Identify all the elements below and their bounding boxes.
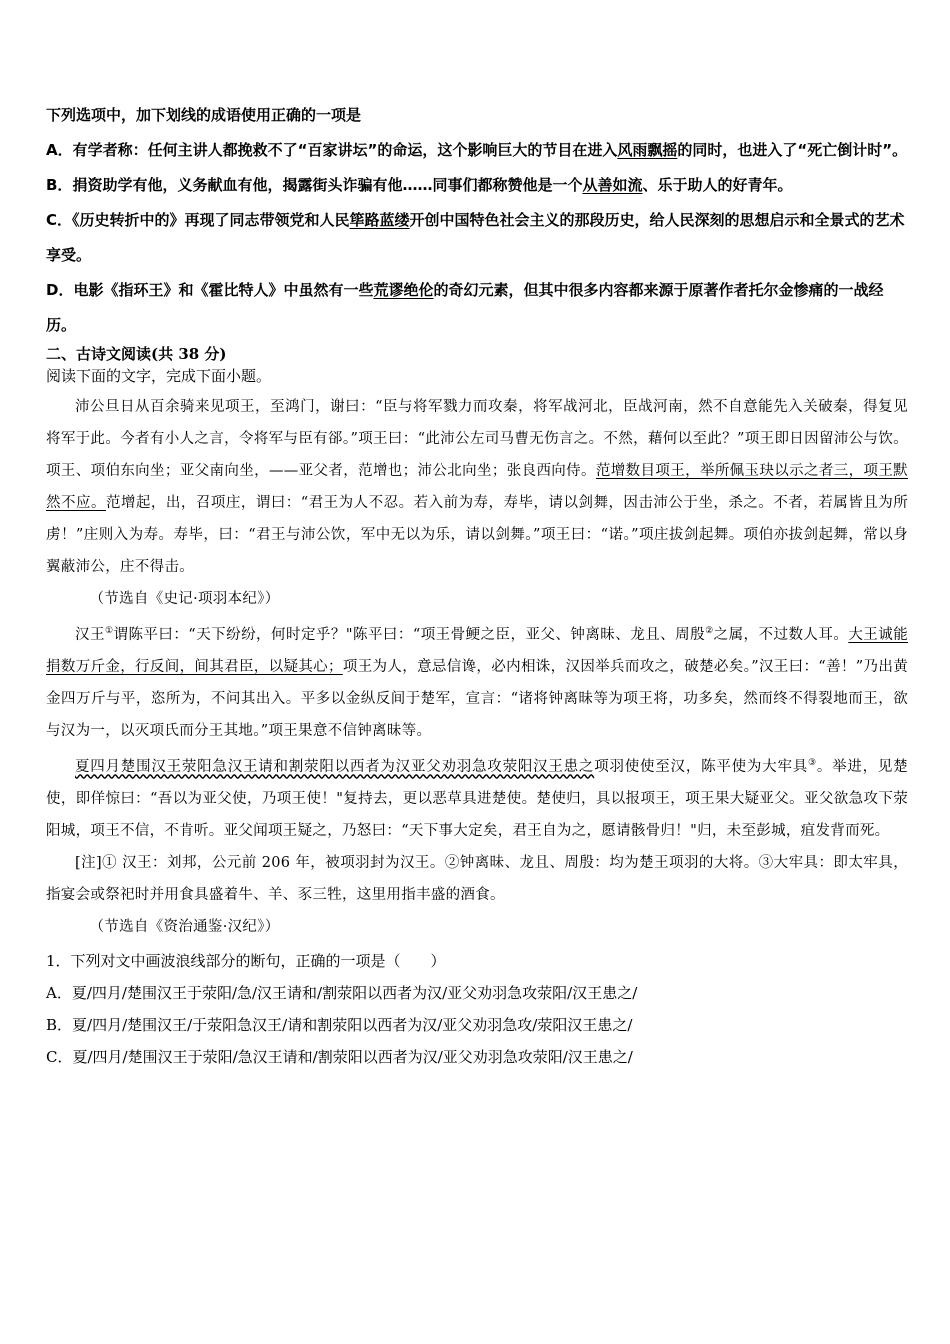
footnote-marker: ② <box>705 626 714 636</box>
footnote-marker: ③ <box>808 757 817 768</box>
wavy-underlined-sentence: 夏四月楚围汉王荥阳急汉王请和割荥阳以西者为汉亚父劝羽急攻荥阳汉王患之 <box>75 758 595 775</box>
section-title: 二、古诗文阅读(共 38 分) <box>46 345 227 363</box>
option-c: C．《历史转折中的》再现了同志带领党和人民筚路蓝缕开创中国特色社会主义的那段历史，给人民深刻的思想启示和全景式的艺术享受。 <box>46 211 905 264</box>
question-1 <box>46 98 908 343</box>
sub-question-stem: 1．下列对文中画波浪线部分的断句，正确的一项是（ ） <box>46 951 446 970</box>
sub-question-1 <box>46 945 908 1073</box>
passage-2 <box>46 615 908 943</box>
passage-2-paragraph-1: 汉王①谓陈平曰：“天下纷纷，何时定乎？"陈平曰：“项王骨鲠之臣，亚父、钟离昧、龙且、周殷②之属，不过数人耳。大王诚能捐数万斤金，行反间，间其君臣，以疑其心；项王为人，意忌信谗，必内相诛，汉因举兵而攻之，破楚必矣。”汉王曰：“善！”乃出黄金四万斤与平，恣所为，不问其出入。平多以金纵反间于楚军，宣言：“诸将钟离昧等为项王将，功多矣，然而终不得裂地而王，欲与汉为一，以灭项氏而分王其地。”项王果意不信钟离昧等。 <box>46 626 909 739</box>
underlined-sentence: 大王诚能捐数万斤金，行反间，间其君臣，以疑其心； <box>46 626 909 675</box>
underlined-sentence: 范增数目项王，举所佩玉玦以示之者三，项王默然不应。 <box>46 463 908 511</box>
sub-question-option-b: B．夏/四月/楚围汉王/于荥阳急汉王/请和割荥阳以西者为汉/亚父劝羽急攻/荥阳汉王患之/ <box>46 1015 633 1034</box>
passage-2-note: [注]① 汉王：刘邦，公元前 206 年，被项羽封为汉王。②钟离昧、龙且、周殷：均为楚王项羽的大将。③大牢具：即太牢具，指宴会或祭祀时并用食具盛着牛、羊、豕三牲，这里用指丰盛的酒食。 <box>46 854 908 903</box>
document-page <box>46 98 908 1073</box>
passage-2-paragraph-2: 夏四月楚围汉王荥阳急汉王请和割荥阳以西者为汉亚父劝羽急攻荥阳汉王患之项羽使使至汉，陈平使为大牢具③。举进，见楚使，即佯惊曰：“吾以为亚父使，乃项王使！"复持去，更以恶草具进楚使。楚使归，具以报项王，项王果大疑亚父。亚父欲急攻下荥阳城，项王不信，不肯听。亚父闻项王疑之，乃怒曰：“天下事大定矣，君王自为之，愿请骸骨归！"归，未至彭城，疽发背而死。 <box>46 757 908 839</box>
passage-1-paragraph: 沛公旦日从百余骑来见项王，至鸿门，谢曰：“臣与将军戮力而攻秦，将军战河北，臣战河南，然不自意能先入关破秦，得复见将军于此。今者有小人之言，令将军与臣有郤。”项王曰：“此沛公左司马曹无伤言之。不然，藉何以至此？”项王即日因留沛公与饮。项王、项伯东向坐；亚父南向坐，——亚父者，范增也；沛公北向坐；张良西向侍。范增数目项王，举所佩玉玦以示之者三，项王默然不应。范增起，出，召项庄，谓曰：“君王为人不忍。若入前为寿，寿毕，请以剑舞，因击沛公于坐，杀之。不者，若属皆且为所虏！”庄则入为寿。寿毕，曰：“君王与沛公饮，军中无以为乐，请以剑舞。”项王曰：“诺。”项庄拔剑起舞。项伯亦拔剑起舞，常以身翼蔽沛公，庄不得击。 <box>46 399 908 575</box>
underlined-idiom: 风雨飘摇 <box>617 141 678 159</box>
passage-2-source: （节选自《资治通鉴·汉纪》） <box>89 918 280 935</box>
option-b: B．捐资助学有他，义务献血有他，揭露街头诈骗有他……同事们都称赞他是一个从善如流、乐于助人的好青年。 <box>46 176 793 194</box>
option-a: A．有学者称：任何主讲人都挽救不了“百家讲坛”的命运，这个影响巨大的节目在进入风雨飘摇的同时，也进入了“死亡倒计时”。 <box>46 141 908 159</box>
sub-question-option-c: C．夏/四月/楚围汉王于荥阳/急汉王请和/割荥阳以西者为汉/亚父劝羽急攻荥阳/汉王患之/ <box>46 1047 633 1066</box>
section-2-header <box>46 343 908 387</box>
underlined-idiom: 筚路蓝缕 <box>349 211 410 229</box>
passage-1 <box>46 391 908 615</box>
underlined-idiom: 从善如流 <box>582 176 643 194</box>
section-instruction: 阅读下面的文字，完成下面小题。 <box>46 367 272 385</box>
passage-1-source: （节选自《史记·项羽本纪》） <box>89 591 280 607</box>
option-d: D．电影《指环王》和《霍比特人》中虽然有一些荒谬绝伦的奇幻元素，但其中很多内容都来源于原著作者托尔金惨痛的一战经历。 <box>46 281 884 334</box>
question-stem: 下列选项中，加下划线的成语使用正确的一项是 <box>46 106 362 124</box>
underlined-idiom: 荒谬绝伦 <box>373 281 434 299</box>
sub-question-option-a: A．夏/四月/楚围汉王于荥阳/急/汉王请和/割荥阳以西者为汉/亚父劝羽急攻荥阳/汉王患之/ <box>46 983 638 1002</box>
footnote-marker: ① <box>104 626 114 636</box>
